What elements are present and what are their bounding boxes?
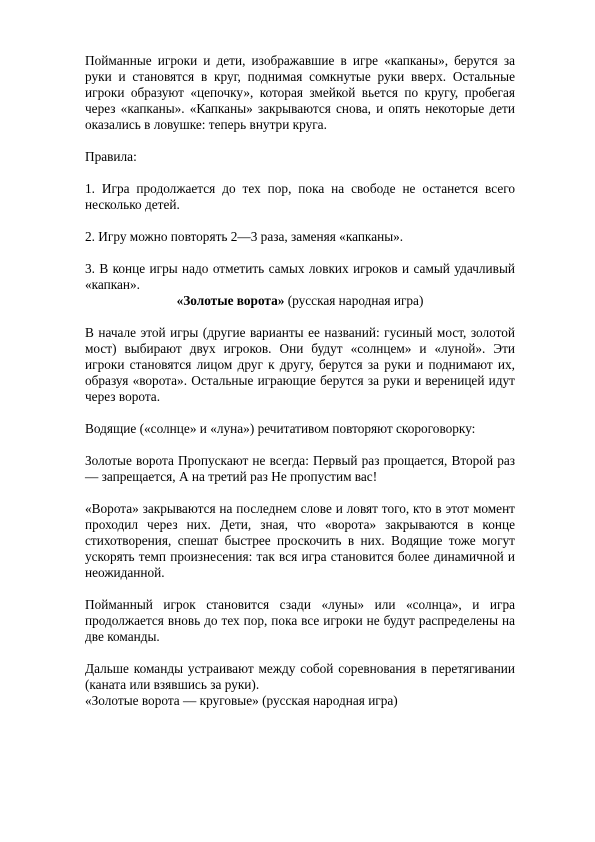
- rule-3: 3. В конце игры надо отметить самых ловких игроков и самый удачливый «капкан».: [85, 261, 515, 292]
- rules-heading: Правила:: [85, 149, 137, 164]
- paragraph-captured-players: Пойманные игроки и дети, изображавшие в игре «капканы», берутся за руки и становятся в круг, поднимая сомкнутые руки вверх. Остальные игроки образуют «цепочку», которая змейкой вьется по кругу, пробегая через «капканы». «Капканы» закрываются снова, и опять некоторые дети оказались в ловушке: теперь внутри круга.: [85, 53, 515, 132]
- paragraph-leaders-recite: Водящие («солнце» и «луна») речитативом повторяют скороговорку:: [85, 421, 476, 436]
- paragraph-caught-player: Пойманный игрок становится сзади «луны» или «солнца», и игра продолжается вновь до тех пор, пока все игроки не будут распределены на две команды.: [85, 597, 515, 644]
- game-title-subtitle: (русская народная игра): [284, 293, 424, 308]
- next-game-title: «Золотые ворота — круговые» (русская народная игра): [85, 693, 398, 708]
- paragraph-gates-close: «Ворота» закрываются на последнем слове и ловят того, кто в этот момент проходил через них. Дети, зная, что «ворота» закрываются в конце стихотворения, спешат быстрее проскочить в них. Водящие тоже могут ускорять темп произнесения: так вся игра становится более динамичной и неожиданной.: [85, 501, 515, 580]
- rule-1: 1. Игра продолжается до тех пор, пока на свободе не останется всего несколько детей.: [85, 181, 515, 212]
- document-body: [85, 53, 515, 709]
- paragraph-tug-of-war: Дальше команды устраивают между собой соревнования в перетягивании (каната или взявшись за руки).: [85, 661, 515, 692]
- game-title: [85, 293, 515, 309]
- rule-2: 2. Игру можно повторять 2—3 раза, заменяя «капканы».: [85, 229, 404, 244]
- game-title-bold: «Золотые ворота»: [176, 293, 285, 308]
- paragraph-game-start: В начале этой игры (другие варианты ее названий: гусиный мост, золотой мост) выбирают двух игроков. Они будут «солнцем» и «луной». Эти игроки становятся лицом друг к другу, берутся за руки и поднимают их, образуя «ворота». Остальные играющие берутся за руки и вереницей идут через ворота.: [85, 325, 515, 404]
- paragraph-rhyme: Золотые ворота Пропускают не всегда: Первый раз прощается, Второй раз — запрещается, А на третий раз Не пропустим вас!: [85, 453, 515, 484]
